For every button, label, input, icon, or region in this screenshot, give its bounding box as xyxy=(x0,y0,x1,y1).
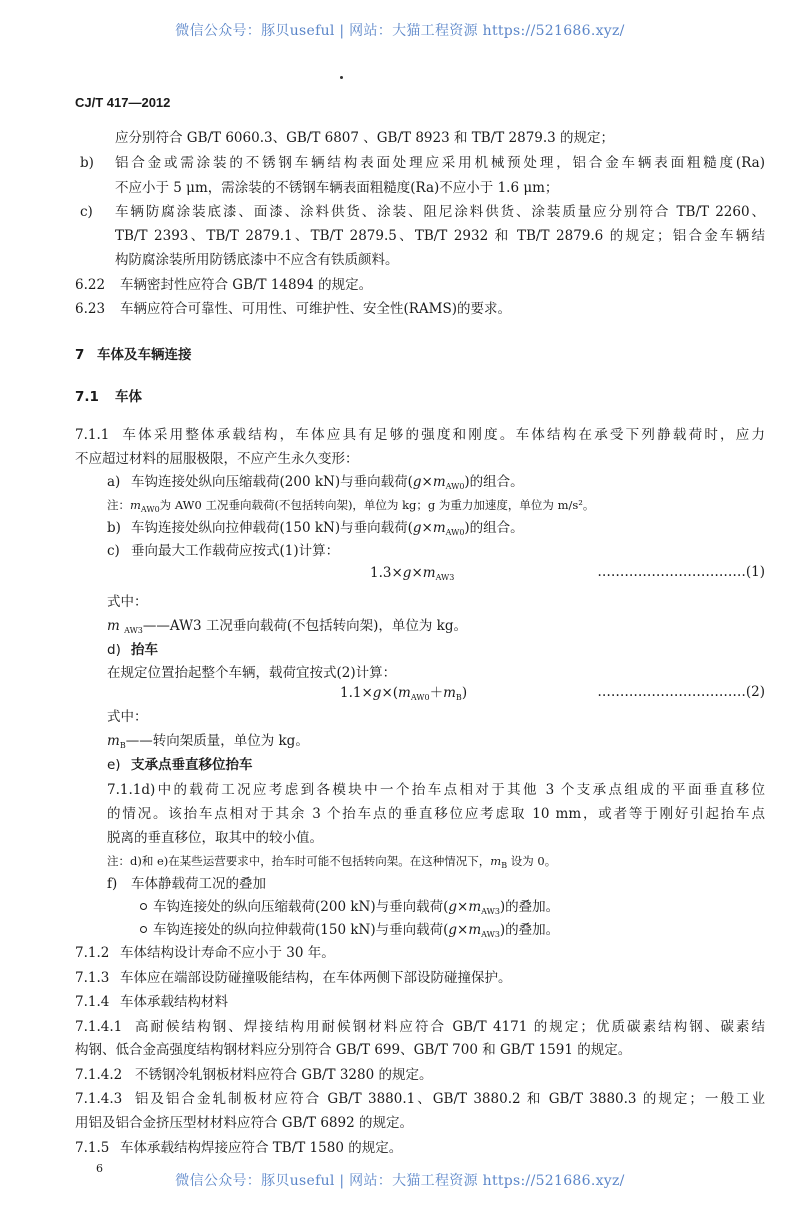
clause-7-1-1-line1 xyxy=(75,426,765,444)
clause-number: 7.1.2 xyxy=(75,945,110,961)
clause-number: 7.1.4.3 xyxy=(75,1091,123,1107)
bullet-text: 车钩连接处的纵向压缩载荷(200 kN)与垂向载荷( xyxy=(153,899,449,915)
note-text: 设为 0。 xyxy=(507,854,557,868)
clause-6-23 xyxy=(75,300,511,318)
chapter-7-heading xyxy=(75,346,192,364)
definition-text: ——AW3 工况垂向载荷(不包括转向架)，单位为 kg。 xyxy=(142,618,467,634)
math-times: × xyxy=(421,520,433,536)
math-m: m xyxy=(107,733,120,749)
note-text: 为 AW0 工况垂向载荷(不包括转向架)，单位为 kg；g 为重力加速度，单位为 m/s²。 xyxy=(159,498,595,512)
item-c-label: c) xyxy=(80,204,93,220)
clause-7-1-4-3-line2: 用铝及铝合金挤压型材材料应符合 GB/T 6892 的规定。 xyxy=(75,1115,413,1131)
watermark-top: 微信公众号：豚贝useful | 网站：大猫工程资源 https://521686.xyz/ xyxy=(175,23,625,39)
clause-text: 车体结构设计寿命不应小于 30 年。 xyxy=(120,945,335,961)
bullet-item-1 xyxy=(140,898,559,921)
item-c xyxy=(107,542,339,560)
math-m: m xyxy=(422,565,436,581)
math-m: m xyxy=(107,618,120,634)
math-m: m xyxy=(468,899,482,915)
clause-text: 不锈钢冷轧钢板材料应符合 GB/T 3280 的规定。 xyxy=(135,1067,433,1083)
item-d xyxy=(107,641,158,659)
item-c-line2: TB/T 2393、TB/T 2879.1、TB/T 2879.5、TB/T 2932 和 TB/T 2879.6 的规定；铝合金车辆结 xyxy=(115,228,765,244)
clause-number: 7.1.3 xyxy=(75,970,110,986)
math-m: m xyxy=(432,520,446,536)
math-sub: AW0 xyxy=(445,482,465,491)
formula-text: 1.1× xyxy=(340,685,373,701)
section-number: 7.1 xyxy=(75,389,99,405)
clause-text: 车辆密封性应符合 GB/T 14894 的规定。 xyxy=(120,277,373,293)
item-title: 车体静载荷工况的叠加 xyxy=(131,876,266,892)
item-label: c) xyxy=(107,543,120,559)
math-m: m xyxy=(468,922,482,938)
note-e xyxy=(107,852,556,875)
item-text: )的组合。 xyxy=(464,474,524,490)
bullet-text: )的叠加。 xyxy=(499,922,560,938)
math-m: m xyxy=(432,474,446,490)
item-label: b) xyxy=(107,520,121,536)
bullet-item-2 xyxy=(140,921,559,944)
clause-number: 7.1.1 xyxy=(75,427,110,443)
clause-text: 高耐候结构钢、焊接结构用耐候钢材料应符合 GB/T 4171 的规定；优质碳素结构钢、碳素结 xyxy=(134,1019,765,1035)
item-c-line1: 车辆防腐涂装底漆、面漆、涂料供货、涂装、阻尼涂料供货、涂装质量应分别符合 TB/T 2260、 xyxy=(115,204,765,220)
math-m: m xyxy=(398,685,411,701)
clause-7-1-3 xyxy=(75,969,512,987)
math-plus: ＋ xyxy=(429,685,444,701)
item-label: a) xyxy=(107,474,121,490)
math-times: × xyxy=(457,899,469,915)
chapter-number: 7 xyxy=(75,347,85,363)
item-e-line3: 脱离的垂直移位，取其中的较小值。 xyxy=(107,830,323,846)
note-text: 注：d)和 e)在某些运营要求中，抬车时可能不包括转向架。在这种情况下， xyxy=(107,854,491,868)
note-label: 注： xyxy=(107,498,130,512)
where-1: 式中： xyxy=(107,594,148,610)
item-label: f) xyxy=(107,876,118,892)
note-a xyxy=(107,496,594,519)
clause-6-22 xyxy=(75,276,372,294)
math-sub: B xyxy=(501,861,508,870)
section-7-1-heading xyxy=(75,388,142,406)
item-c-line3: 构防腐涂装所用防锈底漆中不应含有铁质颜料。 xyxy=(115,252,399,268)
clause-text: 车体承载结构材料 xyxy=(120,994,228,1010)
bullet-text: )的叠加。 xyxy=(499,899,560,915)
bullet-text: 车钩连接处的纵向拉伸载荷(150 kN)与垂向载荷( xyxy=(153,922,449,938)
math-g: g xyxy=(412,474,422,490)
clause-7-1-2 xyxy=(75,944,335,962)
bullet-icon xyxy=(140,926,147,933)
clause-7-1-4-2 xyxy=(75,1066,433,1084)
item-title: 支承点垂直移位抬车 xyxy=(131,757,253,773)
clause-7-1-4 xyxy=(75,993,228,1011)
item-f xyxy=(107,875,266,893)
clause-7-1-4-1-line1 xyxy=(75,1018,765,1036)
item-d-text: 在规定位置抬起整个车辆，载荷宜按式(2)计算： xyxy=(107,665,397,681)
clause-text: 车辆应符合可靠性、可用性、可维护性、安全性(RAMS)的要求。 xyxy=(120,301,512,317)
math-m: m xyxy=(443,685,456,701)
formula-1-number: ……………………………(1) xyxy=(597,564,765,580)
standard-code-header: CJ/T 417—2012 xyxy=(75,95,171,110)
math-sub: AW0 xyxy=(140,505,160,514)
math-times: × xyxy=(411,565,423,581)
item-b xyxy=(107,519,524,542)
item-e-line1: 7.1.1d)中的载荷工况应考虑到各模块中一个抬车点相对于其他 3 个支承点组成的平面垂直移位 xyxy=(107,782,765,798)
math-times: × xyxy=(381,685,393,701)
math-sub: AW0 xyxy=(445,528,465,537)
clause-number: 7.1.4 xyxy=(75,994,110,1010)
clause-text: 铝及铝合金轧制板材应符合 GB/T 3880.1、GB/T 3880.2 和 GB/T 3880.3 的规定；一般工业 xyxy=(134,1091,765,1107)
item-e xyxy=(107,756,253,774)
clause-number: 7.1.4.2 xyxy=(75,1067,123,1083)
math-sub: AW3 xyxy=(481,907,500,916)
clause-number: 6.23 xyxy=(75,301,106,317)
clause-number: 7.1.4.1 xyxy=(75,1019,123,1035)
item-b-line1: 铝合金或需涂装的不锈钢车辆结构表面处理应采用机械预处理，铝合金车辆表面粗糙度(Ra) xyxy=(115,155,765,171)
item-b-label: b) xyxy=(80,155,94,171)
item-a xyxy=(107,473,524,496)
math-sub: B xyxy=(455,693,462,702)
chapter-title: 车体及车辆连接 xyxy=(97,347,192,363)
clause-text: 车体承载结构焊接应符合 TB/T 1580 的规定。 xyxy=(120,1140,403,1156)
math-m: m xyxy=(130,498,141,512)
item-b-line2: 不应小于 5 μm，需涂装的不锈钢车辆表面粗糙度(Ra)不应小于 1.6 μm； xyxy=(115,180,559,196)
formula-2: $1.1\times g\times(m_{AW0}+m_B)$ xyxy=(340,685,468,702)
item-label: e) xyxy=(107,757,121,773)
item-text: 车钩连接处纵向拉伸载荷(150 kN)与垂向载荷( xyxy=(131,520,413,536)
item-text: )的组合。 xyxy=(464,520,524,536)
math-sub: AW3 xyxy=(481,930,500,939)
math-g: g xyxy=(372,685,382,701)
formula-text: 1.3× xyxy=(370,565,403,581)
clause-7-1-1-line2: 不应超过材料的屈服极限，不应产生永久变形： xyxy=(75,451,359,467)
item-text: 车钩连接处纵向压缩载荷(200 kN)与垂向载荷( xyxy=(131,474,413,490)
definition-text: ——转向架质量，单位为 kg。 xyxy=(125,733,309,749)
clause-text: 车体采用整体承载结构，车体应具有足够的强度和刚度。车体结构在承受下列静载荷时，应力 xyxy=(122,427,765,443)
clause-number: 6.22 xyxy=(75,277,106,293)
clause-7-1-5 xyxy=(75,1139,402,1157)
section-title: 车体 xyxy=(115,389,142,405)
clause-number: 7.1.5 xyxy=(75,1140,110,1156)
item-label: d) xyxy=(107,642,121,658)
bullet-icon xyxy=(140,903,147,910)
math-g: g xyxy=(412,520,422,536)
where-1-def xyxy=(107,617,467,640)
scan-speck xyxy=(340,76,343,79)
item-title: 抬车 xyxy=(131,642,158,658)
math-g: g xyxy=(448,899,458,915)
page-number: 6 xyxy=(96,1162,103,1175)
item-text: 垂向最大工作载荷应按式(1)计算： xyxy=(131,543,340,559)
formula-1 xyxy=(370,564,454,587)
math-g: g xyxy=(448,922,458,938)
math-times: × xyxy=(457,922,469,938)
math-sub: AW0 xyxy=(410,693,430,702)
math-sub: AW3 xyxy=(124,626,143,635)
item-e-line2: 的情况。该抬车点相对于其余 3 个抬车点的垂直移位应考虑取 10 mm，或者等于刚好引起抬车点 xyxy=(107,806,765,822)
clause-7-1-4-3-line1 xyxy=(75,1090,765,1108)
math-times: × xyxy=(421,474,433,490)
math-sub: B xyxy=(119,741,126,750)
formula-2-number: ……………………………(2) xyxy=(597,684,765,700)
math-m: m xyxy=(490,854,502,868)
clause-7-1-4-1-line2: 构钢、低合金高强度结构钢材料应分别符合 GB/T 699、GB/T 700 和 GB/T 1591 的规定。 xyxy=(75,1042,632,1058)
watermark-bottom: 微信公众号：豚贝useful | 网站：大猫工程资源 https://521686.xyz/ xyxy=(175,1173,625,1189)
math-sub: AW3 xyxy=(435,573,455,582)
where-2-def xyxy=(107,732,309,755)
clause-text: 车体应在端部设防碰撞吸能结构，在车体两侧下部设防碰撞保护。 xyxy=(120,970,512,986)
where-2: 式中： xyxy=(107,709,148,725)
para-6-21-cont: 应分别符合 GB/T 6060.3、GB/T 6807 、GB/T 8923 和 TB/T 2879.3 的规定； xyxy=(115,130,615,146)
math-g: g xyxy=(402,565,412,581)
